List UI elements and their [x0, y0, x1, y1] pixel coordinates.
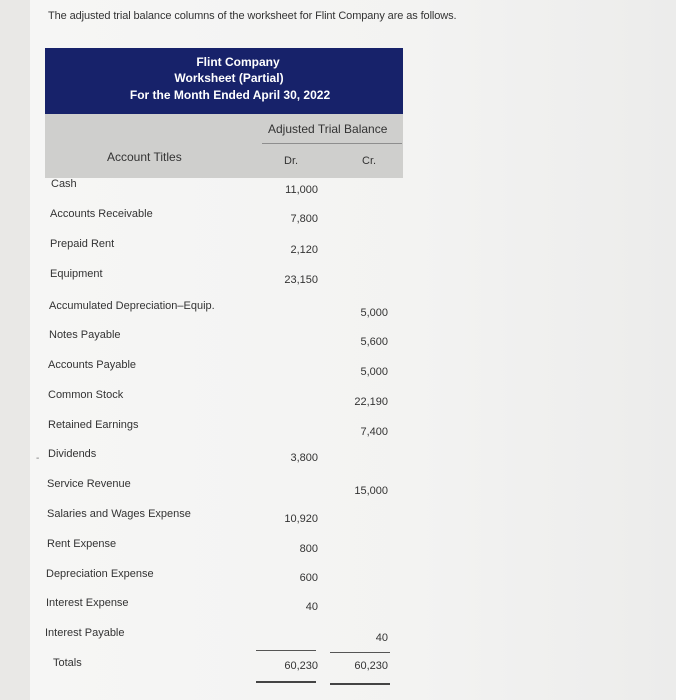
debit-amount: 60,230 — [284, 660, 318, 672]
debit-amount: 7,800 — [290, 213, 318, 225]
account-title: Retained Earnings — [48, 419, 139, 431]
worksheet-subtitle: Worksheet (Partial) — [174, 71, 284, 85]
debit-amount: 11,000 — [285, 184, 318, 196]
debit-amount: 40 — [305, 601, 318, 613]
account-title: Notes Payable — [49, 329, 121, 341]
debit-amount: 2,120 — [290, 244, 318, 256]
debit-amount: 800 — [299, 543, 318, 555]
row-marker: - — [36, 453, 40, 464]
account-title: Depreciation Expense — [46, 568, 154, 580]
intro-text: The adjusted trial balance columns of the worksheet for Flint Company are as follows. — [48, 10, 457, 22]
debit-total-double-rule — [256, 681, 316, 683]
account-title: Service Revenue — [47, 478, 131, 490]
company-name: Flint Company — [196, 55, 280, 69]
heading-divider — [262, 143, 402, 144]
account-title: Accounts Receivable — [50, 208, 153, 220]
debit-amount: 10,920 — [284, 513, 318, 525]
debit-total-rule — [256, 650, 316, 651]
account-title: Common Stock — [48, 389, 124, 401]
account-title: Accumulated Depreciation–Equip. — [49, 300, 215, 312]
account-title: Interest Payable — [45, 627, 125, 639]
account-title: Totals — [53, 657, 82, 669]
credit-amount: 22,190 — [354, 396, 388, 408]
credit-amount: 5,000 — [360, 366, 388, 378]
account-title: Cash — [51, 178, 77, 190]
credit-amount: 15,000 — [354, 485, 388, 497]
account-title: Rent Expense — [47, 538, 117, 550]
debit-amount: 3,800 — [290, 452, 318, 464]
credit-heading: Cr. — [362, 155, 377, 167]
credit-amount: 5,000 — [360, 307, 388, 319]
credit-total-double-rule — [330, 683, 390, 685]
debit-amount: 23,150 — [284, 274, 318, 286]
credit-amount: 7,400 — [360, 426, 388, 438]
adjusted-trial-balance-heading: Adjusted Trial Balance — [268, 122, 388, 136]
debit-amount: 600 — [299, 572, 318, 584]
account-title: Dividends — [48, 448, 97, 460]
worksheet-header — [45, 48, 403, 114]
credit-amount: 5,600 — [360, 336, 388, 348]
worksheet-period: For the Month Ended April 30, 2022 — [129, 88, 331, 102]
credit-amount: 40 — [375, 632, 388, 644]
account-title: Equipment — [50, 268, 103, 280]
account-title: Accounts Payable — [48, 359, 137, 371]
account-title: Interest Expense — [46, 597, 129, 609]
account-titles-heading: Account Titles — [107, 150, 182, 164]
credit-amount: 60,230 — [354, 660, 388, 672]
debit-heading: Dr. — [284, 155, 299, 167]
account-title: Salaries and Wages Expense — [47, 508, 191, 520]
credit-total-rule — [330, 652, 390, 653]
account-title: Prepaid Rent — [50, 238, 115, 250]
